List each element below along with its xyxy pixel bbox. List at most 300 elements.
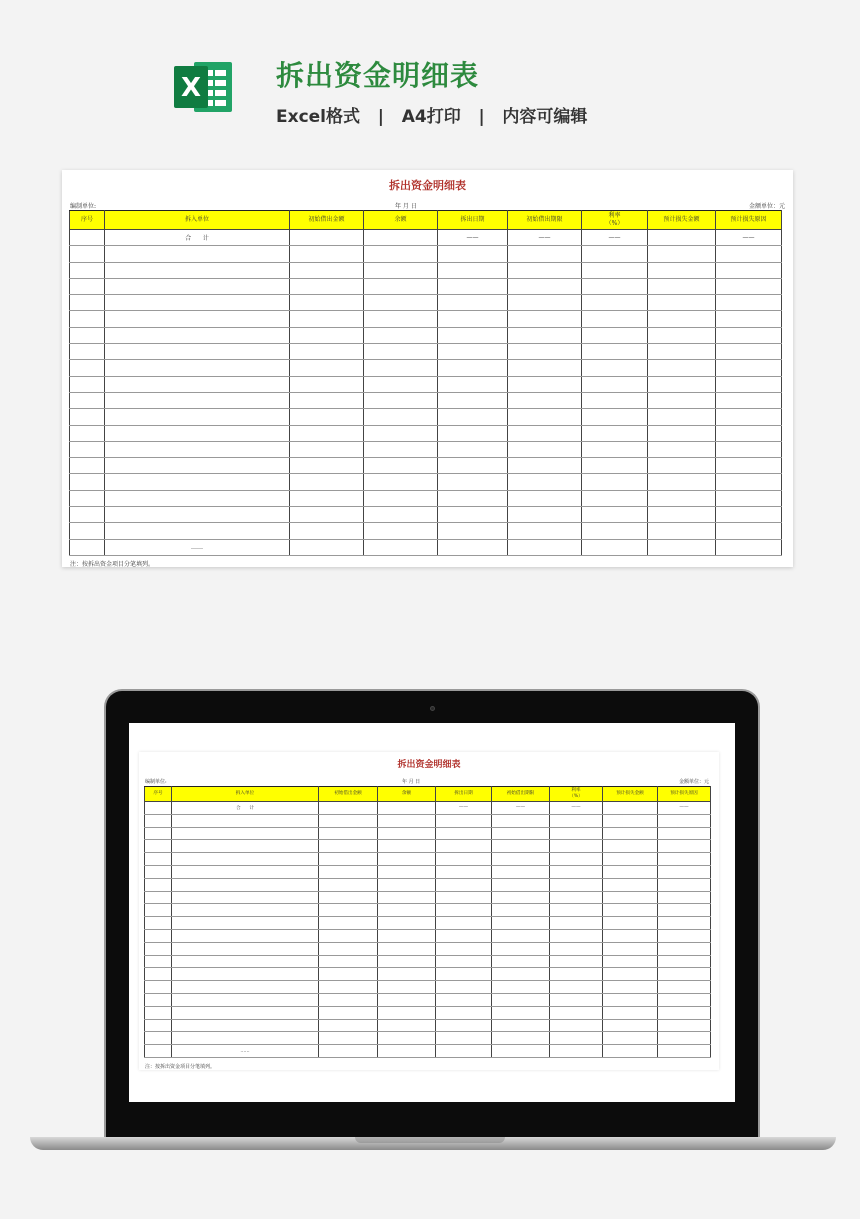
table-cell[interactable] [648,539,716,555]
table-cell[interactable] [508,311,582,327]
table-cell[interactable] [172,955,319,968]
table-cell[interactable] [492,840,550,853]
table-cell[interactable] [492,917,550,930]
table-cell[interactable] [145,1045,172,1058]
table-cell[interactable] [716,425,782,441]
table-cell[interactable] [582,278,648,294]
table-cell[interactable] [436,1045,492,1058]
table-cell[interactable] [145,993,172,1006]
table-cell[interactable]: …… [172,1045,319,1058]
table-cell[interactable] [378,904,436,917]
table-cell[interactable] [436,827,492,840]
table-cell[interactable] [582,409,648,425]
table-cell[interactable] [319,1019,378,1032]
table-cell[interactable] [378,981,436,994]
table-cell[interactable] [436,929,492,942]
table-cell[interactable] [438,262,508,278]
table-cell[interactable] [648,262,716,278]
table-cell[interactable] [716,474,782,490]
table-cell[interactable] [378,840,436,853]
table-cell[interactable] [508,392,582,408]
table-cell[interactable] [364,295,438,311]
table-cell[interactable] [364,344,438,360]
table-cell[interactable] [172,891,319,904]
table-cell[interactable] [319,802,378,815]
table-cell[interactable] [438,474,508,490]
table-cell[interactable] [364,409,438,425]
table-cell[interactable] [648,295,716,311]
table-cell[interactable] [319,993,378,1006]
table-cell[interactable] [603,1006,658,1019]
table-cell[interactable] [145,865,172,878]
table-cell[interactable] [582,523,648,539]
table-cell[interactable] [145,878,172,891]
table-cell[interactable] [172,853,319,866]
table-cell[interactable] [290,539,364,555]
table-cell[interactable] [438,344,508,360]
table-cell[interactable] [508,474,582,490]
table-cell[interactable] [364,507,438,523]
table-cell[interactable] [436,942,492,955]
table-cell[interactable] [172,981,319,994]
table-cell[interactable] [319,840,378,853]
table-cell[interactable] [105,409,290,425]
table-cell[interactable] [508,278,582,294]
table-cell[interactable] [492,891,550,904]
table-cell[interactable] [290,327,364,343]
table-cell[interactable] [550,993,603,1006]
table-cell[interactable] [436,878,492,891]
table-cell[interactable] [492,814,550,827]
table-cell[interactable] [603,1019,658,1032]
table-cell[interactable] [172,827,319,840]
table-cell[interactable] [648,523,716,539]
table-cell[interactable] [550,891,603,904]
table-cell[interactable] [364,246,438,262]
table-cell[interactable] [105,474,290,490]
table-cell[interactable] [105,425,290,441]
table-cell[interactable] [70,262,105,278]
table-cell[interactable] [603,1045,658,1058]
table-cell[interactable] [582,376,648,392]
table-cell[interactable] [648,230,716,246]
table-cell[interactable] [508,441,582,457]
table-cell[interactable] [364,441,438,457]
table-cell[interactable] [70,441,105,457]
table-cell[interactable] [438,246,508,262]
table-cell[interactable] [582,295,648,311]
table-cell[interactable] [550,929,603,942]
table-cell[interactable] [145,981,172,994]
table-cell[interactable] [145,955,172,968]
table-cell[interactable] [70,409,105,425]
table-cell[interactable] [492,865,550,878]
table-cell[interactable] [438,295,508,311]
table-cell[interactable] [70,392,105,408]
table-cell[interactable] [550,917,603,930]
table-cell[interactable] [290,392,364,408]
table-cell[interactable] [550,955,603,968]
table-cell[interactable] [658,904,711,917]
table-cell[interactable] [582,311,648,327]
table-cell[interactable] [658,942,711,955]
table-cell[interactable] [364,425,438,441]
table-cell[interactable] [582,392,648,408]
table-cell[interactable] [145,1006,172,1019]
table-cell[interactable] [582,327,648,343]
table-cell[interactable] [550,814,603,827]
table-cell[interactable] [70,474,105,490]
table-cell[interactable] [716,441,782,457]
table-cell[interactable] [492,968,550,981]
table-cell[interactable] [716,262,782,278]
table-cell[interactable] [716,507,782,523]
table-cell[interactable] [436,993,492,1006]
table-cell[interactable] [658,929,711,942]
table-cell[interactable] [436,981,492,994]
table-cell[interactable] [603,929,658,942]
table-cell[interactable] [658,853,711,866]
table-cell[interactable] [438,458,508,474]
table-cell[interactable] [319,942,378,955]
table-cell[interactable] [603,865,658,878]
table-cell[interactable] [290,458,364,474]
table-cell[interactable] [105,392,290,408]
table-cell[interactable] [145,802,172,815]
table-cell[interactable] [378,1019,436,1032]
table-cell[interactable] [492,929,550,942]
table-cell[interactable] [290,409,364,425]
table-cell[interactable] [492,1045,550,1058]
table-cell[interactable] [145,917,172,930]
table-cell[interactable] [378,853,436,866]
table-cell[interactable] [319,1032,378,1045]
table-cell[interactable] [145,891,172,904]
table-cell[interactable] [648,311,716,327]
table-cell[interactable] [492,981,550,994]
table-cell[interactable] [364,474,438,490]
table-cell[interactable] [582,344,648,360]
table-cell[interactable] [716,246,782,262]
table-cell[interactable] [290,490,364,506]
table-cell[interactable] [658,968,711,981]
table-cell[interactable] [658,955,711,968]
table-cell[interactable] [648,327,716,343]
table-cell[interactable] [438,327,508,343]
table-cell[interactable] [648,376,716,392]
table-cell[interactable] [508,490,582,506]
table-cell[interactable] [438,507,508,523]
table-cell[interactable] [658,1019,711,1032]
table-cell[interactable] [364,539,438,555]
table-cell[interactable] [378,891,436,904]
table-cell[interactable] [658,891,711,904]
table-cell[interactable] [603,981,658,994]
table-cell[interactable]: —— [582,230,648,246]
table-cell[interactable] [658,840,711,853]
table-cell[interactable] [145,968,172,981]
table-cell[interactable] [550,1032,603,1045]
table-cell[interactable] [290,295,364,311]
table-cell[interactable] [508,262,582,278]
table-cell[interactable] [172,840,319,853]
table-cell[interactable] [508,295,582,311]
table-cell[interactable] [290,507,364,523]
table-cell[interactable] [172,1019,319,1032]
table-cell[interactable]: —— [658,802,711,815]
table-cell[interactable] [172,968,319,981]
table-cell[interactable] [550,1006,603,1019]
table-cell[interactable] [378,968,436,981]
table-cell[interactable] [145,1032,172,1045]
table-cell[interactable] [378,929,436,942]
table-cell[interactable] [716,360,782,376]
table-cell[interactable] [378,865,436,878]
table-cell[interactable] [70,507,105,523]
table-cell[interactable] [438,425,508,441]
table-cell[interactable] [508,523,582,539]
table-cell[interactable] [364,376,438,392]
table-cell[interactable] [145,942,172,955]
table-cell[interactable] [70,344,105,360]
table-cell[interactable] [716,376,782,392]
table-cell[interactable] [582,441,648,457]
table-cell[interactable] [550,878,603,891]
table-cell[interactable]: 合 计 [172,802,319,815]
table-cell[interactable] [319,878,378,891]
table-cell[interactable] [603,814,658,827]
table-cell[interactable] [436,865,492,878]
table-cell[interactable] [438,523,508,539]
table-cell[interactable]: 合 计 [105,230,290,246]
table-cell[interactable] [105,311,290,327]
table-cell[interactable] [290,425,364,441]
table-cell[interactable]: —— [716,230,782,246]
table-cell[interactable]: —— [508,230,582,246]
table-cell[interactable] [492,1032,550,1045]
table-cell[interactable] [716,278,782,294]
table-cell[interactable] [105,344,290,360]
table-cell[interactable] [508,507,582,523]
table-cell[interactable] [319,904,378,917]
table-cell[interactable] [550,827,603,840]
table-cell[interactable] [172,942,319,955]
table-cell[interactable] [436,840,492,853]
table-cell[interactable] [436,904,492,917]
table-cell[interactable] [70,295,105,311]
table-cell[interactable] [508,376,582,392]
table-cell[interactable] [603,802,658,815]
table-cell[interactable] [648,458,716,474]
table-cell[interactable] [648,278,716,294]
table-cell[interactable] [105,507,290,523]
table-cell[interactable] [492,1006,550,1019]
table-cell[interactable] [603,968,658,981]
table-cell[interactable] [603,993,658,1006]
table-cell[interactable] [145,929,172,942]
table-cell[interactable] [172,865,319,878]
table-cell[interactable] [716,539,782,555]
table-cell[interactable] [603,891,658,904]
table-cell[interactable] [290,523,364,539]
table-cell[interactable] [492,942,550,955]
table-cell[interactable]: —— [438,230,508,246]
table-cell[interactable] [290,376,364,392]
table-cell[interactable] [319,827,378,840]
table-cell[interactable] [172,929,319,942]
table-cell[interactable] [319,865,378,878]
table-cell[interactable] [438,392,508,408]
table-cell[interactable]: …… [105,539,290,555]
table-cell[interactable] [105,523,290,539]
table-cell[interactable] [378,802,436,815]
table-cell[interactable] [603,878,658,891]
table-cell[interactable] [378,878,436,891]
table-cell[interactable] [172,878,319,891]
table-cell[interactable] [105,278,290,294]
table-cell[interactable] [582,490,648,506]
table-cell[interactable] [582,474,648,490]
table-cell[interactable] [364,311,438,327]
table-cell[interactable] [172,917,319,930]
table-cell[interactable] [378,1032,436,1045]
table-cell[interactable] [550,981,603,994]
table-cell[interactable] [550,853,603,866]
table-cell[interactable] [658,993,711,1006]
table-cell[interactable] [436,1032,492,1045]
table-cell[interactable] [319,814,378,827]
table-cell[interactable] [550,968,603,981]
table-cell[interactable] [145,827,172,840]
table-cell[interactable] [105,360,290,376]
table-cell[interactable] [364,230,438,246]
table-cell[interactable] [438,490,508,506]
table-cell[interactable] [70,311,105,327]
table-cell[interactable] [492,904,550,917]
table-cell[interactable] [145,840,172,853]
table-cell[interactable] [290,441,364,457]
table-cell[interactable] [290,344,364,360]
table-cell[interactable] [378,827,436,840]
table-cell[interactable] [70,458,105,474]
table-cell[interactable] [436,1019,492,1032]
table-cell[interactable] [319,891,378,904]
table-cell[interactable] [70,230,105,246]
table-cell[interactable] [145,814,172,827]
table-cell[interactable] [105,376,290,392]
table-cell[interactable] [508,425,582,441]
table-cell[interactable] [603,955,658,968]
table-cell[interactable] [319,1006,378,1019]
table-cell[interactable] [582,262,648,278]
table-cell[interactable] [582,246,648,262]
table-cell[interactable] [550,904,603,917]
table-cell[interactable] [290,262,364,278]
table-cell[interactable] [105,458,290,474]
table-cell[interactable] [492,955,550,968]
table-cell[interactable] [378,955,436,968]
table-cell[interactable] [378,814,436,827]
table-cell[interactable] [378,1006,436,1019]
table-cell[interactable] [582,507,648,523]
table-cell[interactable] [436,1006,492,1019]
table-cell[interactable] [290,311,364,327]
table-cell[interactable] [70,246,105,262]
table-cell[interactable] [364,392,438,408]
table-cell[interactable] [648,392,716,408]
table-cell[interactable] [658,1045,711,1058]
table-cell[interactable] [105,295,290,311]
table-cell[interactable] [364,523,438,539]
table-cell[interactable] [364,490,438,506]
table-cell[interactable] [70,490,105,506]
table-cell[interactable] [658,981,711,994]
table-cell[interactable] [70,360,105,376]
table-cell[interactable] [648,490,716,506]
table-cell[interactable] [716,409,782,425]
table-cell[interactable] [658,1006,711,1019]
table-cell[interactable] [492,1019,550,1032]
table-cell[interactable] [172,904,319,917]
table-cell[interactable] [508,246,582,262]
table-cell[interactable] [319,929,378,942]
table-cell[interactable]: —— [492,802,550,815]
table-cell[interactable] [436,891,492,904]
table-cell[interactable] [603,840,658,853]
table-cell[interactable] [508,409,582,425]
table-cell[interactable] [716,344,782,360]
table-cell[interactable] [319,853,378,866]
table-cell[interactable] [648,409,716,425]
table-cell[interactable] [319,917,378,930]
table-cell[interactable] [716,295,782,311]
table-cell[interactable] [716,523,782,539]
table-cell[interactable] [603,942,658,955]
table-cell[interactable] [582,539,648,555]
table-cell[interactable] [658,865,711,878]
table-cell[interactable] [550,942,603,955]
table-cell[interactable] [508,327,582,343]
table-cell[interactable] [290,230,364,246]
table-cell[interactable]: —— [436,802,492,815]
table-cell[interactable] [378,993,436,1006]
table-cell[interactable] [648,425,716,441]
table-cell[interactable] [436,814,492,827]
table-cell[interactable] [290,246,364,262]
table-cell[interactable] [319,981,378,994]
table-cell[interactable] [70,539,105,555]
table-cell[interactable] [492,827,550,840]
table-cell[interactable] [603,853,658,866]
table-cell[interactable] [648,507,716,523]
table-cell[interactable] [550,1045,603,1058]
table-cell[interactable] [508,539,582,555]
table-cell[interactable] [70,278,105,294]
table-cell[interactable] [364,458,438,474]
table-cell[interactable] [290,360,364,376]
table-cell[interactable] [105,441,290,457]
table-cell[interactable] [364,327,438,343]
table-cell[interactable] [658,917,711,930]
table-cell[interactable] [438,539,508,555]
table-cell[interactable] [172,1006,319,1019]
table-cell[interactable] [438,278,508,294]
table-cell[interactable] [658,814,711,827]
table-cell[interactable] [290,278,364,294]
table-cell[interactable] [648,246,716,262]
table-cell[interactable] [648,360,716,376]
table-cell[interactable] [508,360,582,376]
